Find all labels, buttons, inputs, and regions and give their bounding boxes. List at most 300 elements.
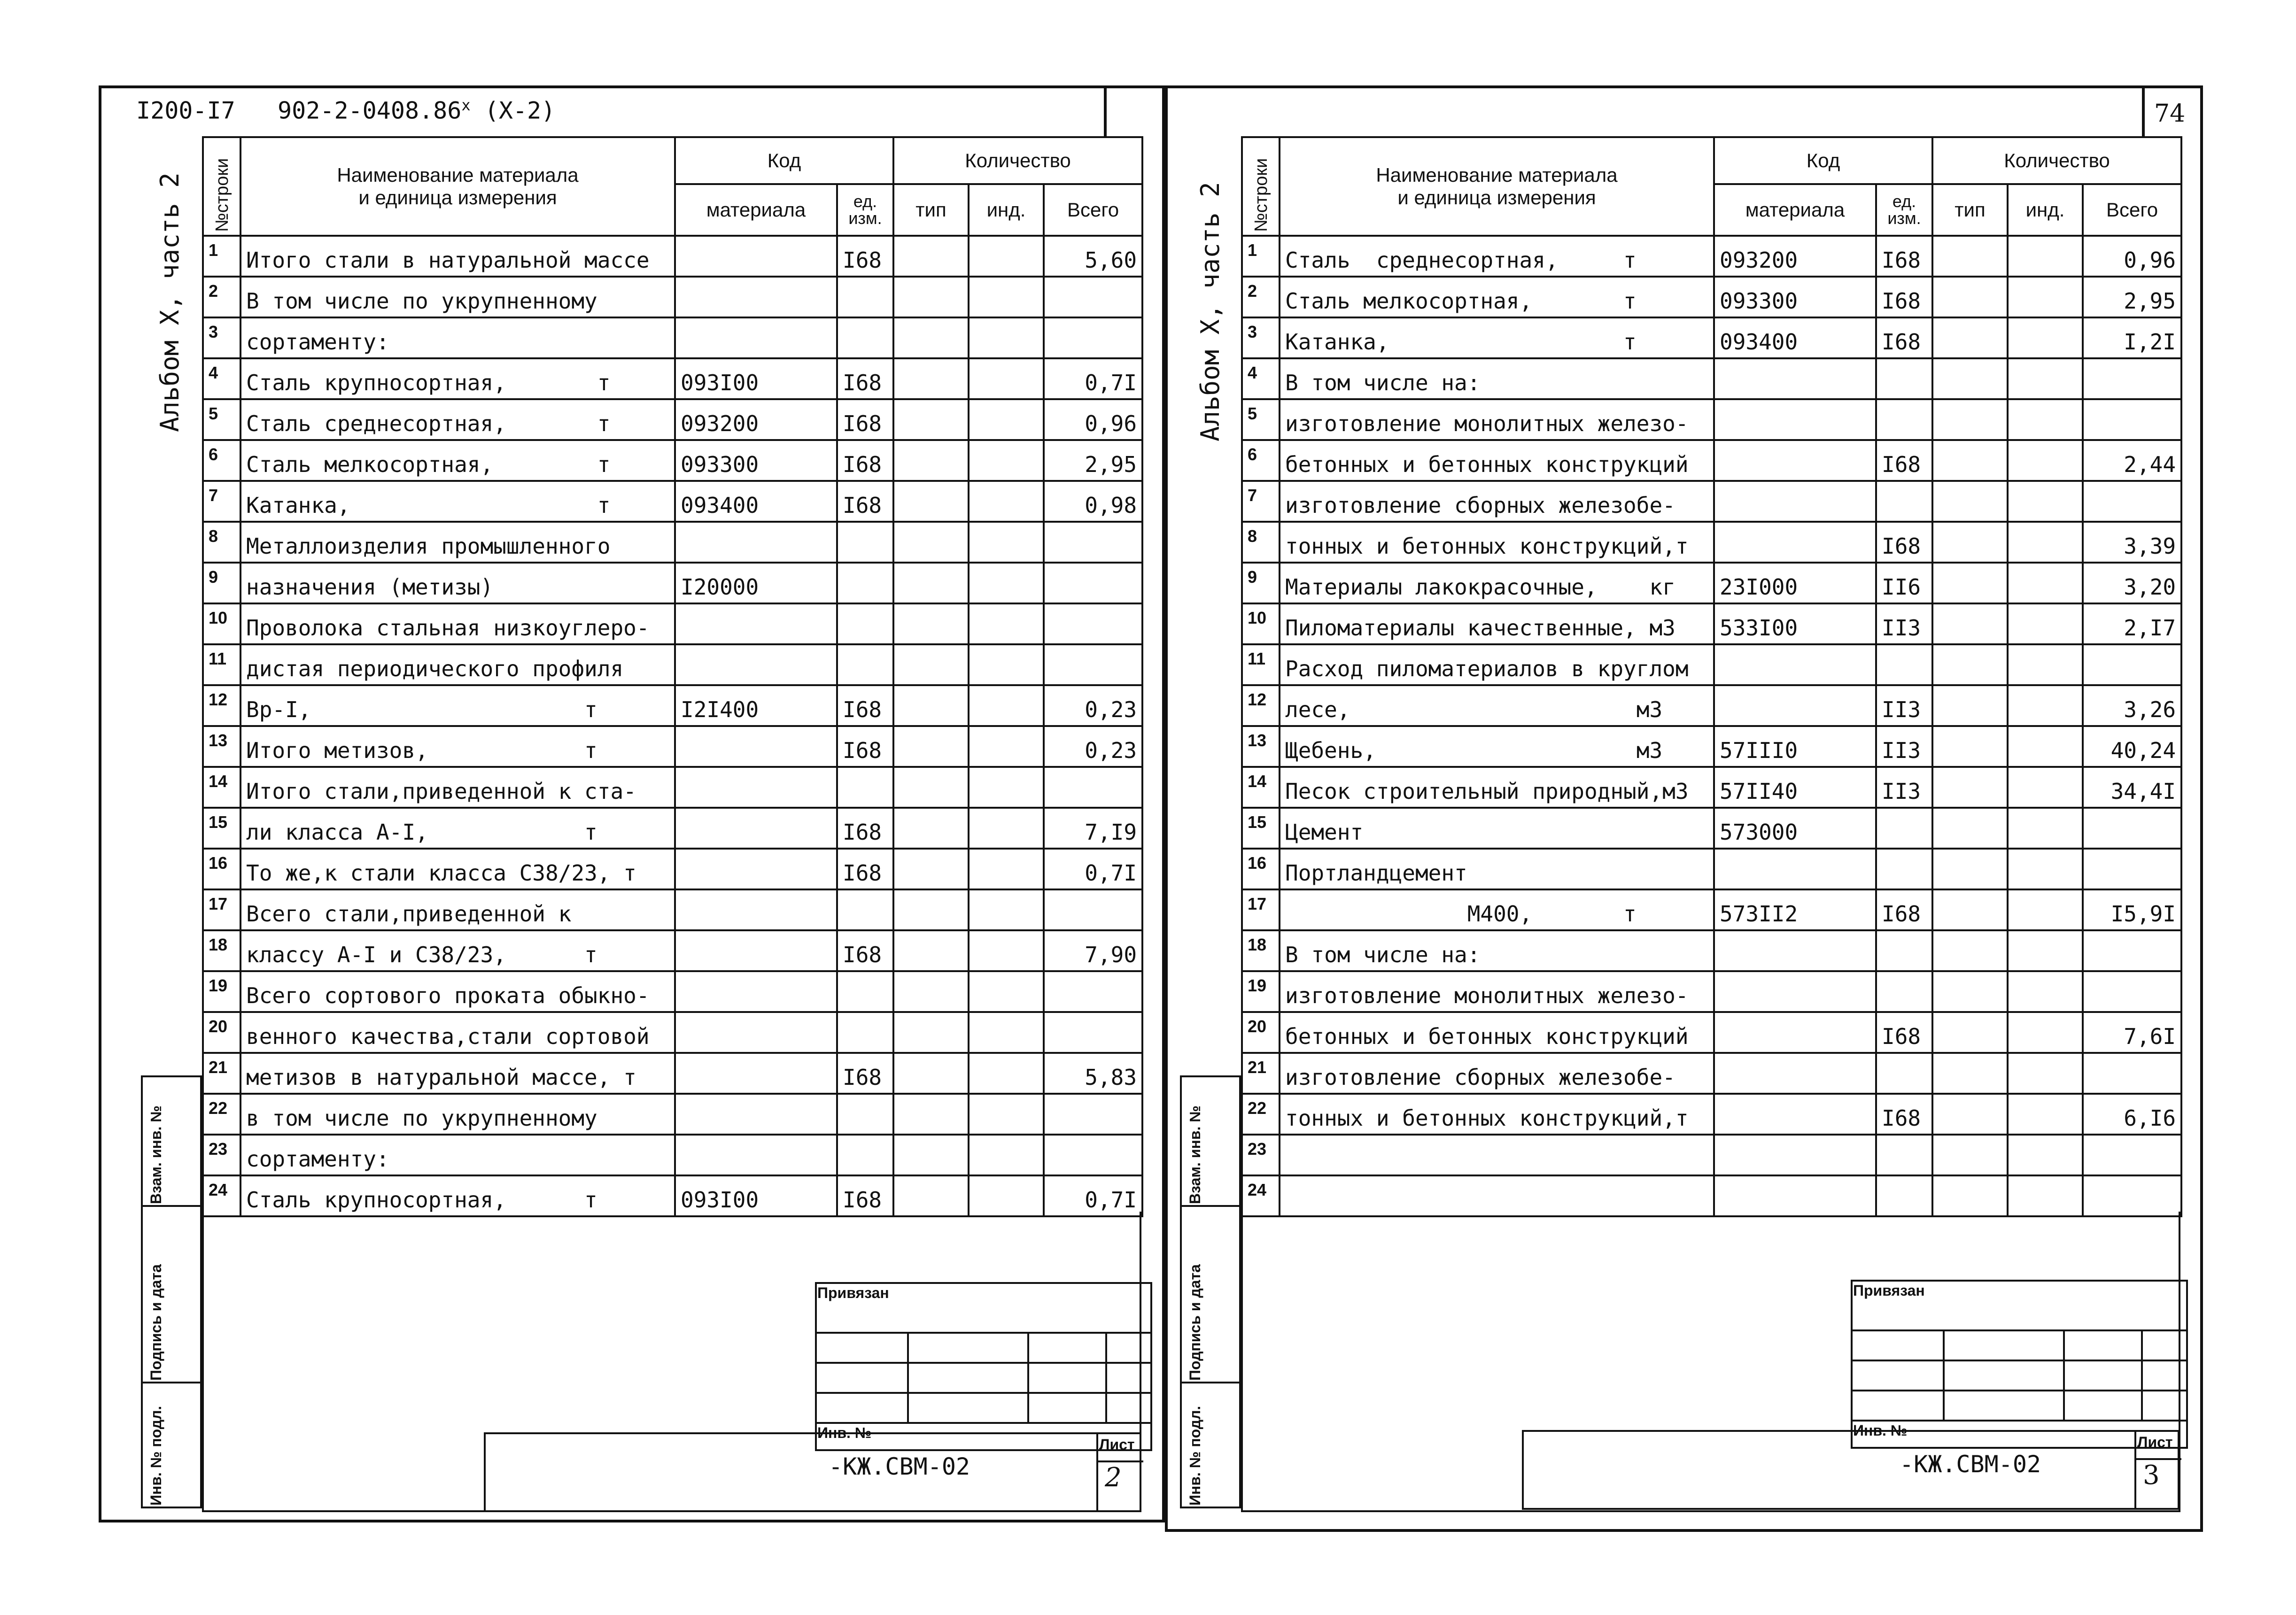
qty-type: [1932, 726, 2008, 767]
r-col-quantity: Количество: [1932, 137, 2181, 184]
row-number: 15: [1242, 808, 1280, 849]
unit-code: [1876, 1135, 1932, 1175]
unit-code: [1876, 644, 1932, 685]
row-number: 6: [203, 440, 240, 481]
qty-type: [1932, 685, 2008, 726]
material-name: [1280, 1135, 1714, 1175]
material-code: [675, 971, 837, 1012]
row-number: 8: [203, 522, 240, 563]
qty-type: [1932, 236, 2008, 277]
unit-code: II3: [1876, 603, 1932, 644]
qty-total: I,2I: [2083, 317, 2181, 358]
r-col-row-no-label: №строки: [1251, 158, 1271, 232]
material-code: [1714, 1094, 1876, 1135]
left-list-box: [1096, 1434, 1143, 1510]
qty-type: [893, 971, 969, 1012]
qty-type: [893, 277, 969, 317]
qty-ind: [969, 563, 1044, 603]
col-row-no: [203, 137, 240, 236]
qty-total: 3,20: [2083, 563, 2181, 603]
table-row: [203, 1094, 1142, 1135]
qty-total: I5,9I: [2083, 889, 2181, 930]
qty-ind: [2008, 685, 2083, 726]
unit-code: [837, 644, 893, 685]
left-header: [136, 96, 555, 124]
qty-ind: [969, 603, 1044, 644]
table-row: [203, 930, 1142, 971]
row-number: 22: [1242, 1094, 1280, 1135]
unit-code: I68: [837, 1175, 893, 1216]
table-row: [1242, 930, 2181, 971]
qty-total: 2,95: [2083, 277, 2181, 317]
table-row: [203, 603, 1142, 644]
table-row: [203, 1053, 1142, 1094]
qty-total: 0,23: [1044, 726, 1142, 767]
material-name: назначения (метизы): [240, 563, 675, 603]
right-inv-label: Инв. № подл.: [1187, 1406, 1203, 1506]
qty-type: [893, 849, 969, 889]
table-row: [1242, 563, 2181, 603]
material-name: Всего стали,приведенной к: [240, 889, 675, 930]
material-name: Материалы лакокрасочные, кг: [1280, 563, 1714, 603]
table-row: [203, 563, 1142, 603]
qty-ind: [2008, 1135, 2083, 1175]
row-number: 10: [203, 603, 240, 644]
material-name: В том числе на:: [1280, 930, 1714, 971]
material-code: 093400: [1714, 317, 1876, 358]
qty-ind: [2008, 1094, 2083, 1135]
qty-type: [1932, 603, 2008, 644]
table-row: [203, 889, 1142, 930]
qty-ind: [969, 889, 1044, 930]
material-code: [1714, 930, 1876, 971]
right-list-label: Лист: [2136, 1432, 2181, 1460]
r-col-name-line2: и единица измерения: [1397, 186, 1596, 209]
unit-code: I68: [837, 726, 893, 767]
qty-total: [1044, 522, 1142, 563]
qty-type: [893, 481, 969, 522]
qty-type: [893, 808, 969, 849]
qty-ind: [2008, 522, 2083, 563]
material-code: [675, 1135, 837, 1175]
table-row: [1242, 603, 2181, 644]
qty-type: [893, 1175, 969, 1216]
row-number: 13: [1242, 726, 1280, 767]
qty-ind: [969, 930, 1044, 971]
qty-type: [1932, 481, 2008, 522]
right-podpis-label: Подпись и дата: [1187, 1264, 1203, 1381]
material-name: Цемент: [1280, 808, 1714, 849]
qty-total: 3,39: [2083, 522, 2181, 563]
qty-type: [1932, 399, 2008, 440]
row-number: 2: [1242, 277, 1280, 317]
qty-type: [1932, 563, 2008, 603]
table-row: [1242, 317, 2181, 358]
left-sheet-no: 2: [1105, 1462, 1122, 1493]
col-name-line1: Наименование материала: [337, 164, 579, 186]
unit-code: [837, 889, 893, 930]
row-number: 17: [203, 889, 240, 930]
material-code: [1714, 522, 1876, 563]
row-number: 24: [1242, 1175, 1280, 1216]
right-stamp-privyazan: [1851, 1280, 2188, 1449]
qty-total: [2083, 808, 2181, 849]
qty-total: [1044, 644, 1142, 685]
qty-type: [1932, 1135, 2008, 1175]
material-name: Расход пиломатериалов в круглом: [1280, 644, 1714, 685]
material-code: 093400: [675, 481, 837, 522]
row-number: 4: [203, 358, 240, 399]
material-name: тонных и бетонных конструкций,т: [1280, 522, 1714, 563]
qty-total: [2083, 644, 2181, 685]
table-row: [1242, 726, 2181, 767]
table-row: [1242, 440, 2181, 481]
row-number: 21: [1242, 1053, 1280, 1094]
row-number: 14: [1242, 767, 1280, 808]
table-row: [203, 644, 1142, 685]
table-row: [1242, 1094, 2181, 1135]
qty-ind: [2008, 603, 2083, 644]
qty-type: [1932, 317, 2008, 358]
material-name: Всего сортового проката обыкно-: [240, 971, 675, 1012]
row-number: 12: [203, 685, 240, 726]
unit-code: [1876, 808, 1932, 849]
material-code: [1714, 971, 1876, 1012]
qty-ind: [2008, 358, 2083, 399]
qty-total: [1044, 563, 1142, 603]
row-number: 3: [1242, 317, 1280, 358]
qty-type: [1932, 1175, 2008, 1216]
qty-total: [2083, 1135, 2181, 1175]
qty-total: [2083, 481, 2181, 522]
material-name: изготовление монолитных железо-: [1280, 971, 1714, 1012]
unit-code: I68: [837, 236, 893, 277]
qty-total: 0,96: [1044, 399, 1142, 440]
qty-ind: [969, 685, 1044, 726]
material-code: [675, 849, 837, 889]
unit-code: I68: [1876, 522, 1932, 563]
table-row: [203, 685, 1142, 726]
material-code: [1714, 1012, 1876, 1053]
table-row: [1242, 522, 2181, 563]
unit-code: I68: [837, 808, 893, 849]
qty-type: [893, 889, 969, 930]
qty-type: [893, 644, 969, 685]
material-code: 093300: [1714, 277, 1876, 317]
qty-total: 0,7I: [1044, 849, 1142, 889]
qty-ind: [969, 1175, 1044, 1216]
material-name: Сталь крупносортная, т: [240, 1175, 675, 1216]
qty-ind: [2008, 317, 2083, 358]
right-title-block: [1522, 1430, 2180, 1510]
unit-code: I68: [1876, 889, 1932, 930]
row-number: 1: [203, 236, 240, 277]
unit-code: I68: [837, 685, 893, 726]
table-row: [203, 1175, 1142, 1216]
material-code: 093200: [1714, 236, 1876, 277]
qty-ind: [2008, 889, 2083, 930]
row-number: 19: [1242, 971, 1280, 1012]
col-code: Код: [675, 137, 893, 184]
row-number: 20: [1242, 1012, 1280, 1053]
material-code: 093200: [675, 399, 837, 440]
qty-total: 34,4I: [2083, 767, 2181, 808]
row-number: 13: [203, 726, 240, 767]
qty-ind: [969, 1094, 1044, 1135]
table-row: [1242, 808, 2181, 849]
material-name: Вр-I, т: [240, 685, 675, 726]
col-name-line2: и единица измерения: [358, 186, 557, 209]
qty-ind: [969, 317, 1044, 358]
right-privyazan-label: Привязан: [1853, 1282, 1925, 1299]
left-stamp-privyazan: [815, 1282, 1152, 1451]
qty-type: [1932, 1053, 2008, 1094]
qty-total: 0,7I: [1044, 1175, 1142, 1216]
qty-ind: [969, 1135, 1044, 1175]
unit-code: [837, 971, 893, 1012]
unit-code: [1876, 481, 1932, 522]
table-row: [203, 399, 1142, 440]
unit-code: I68: [1876, 277, 1932, 317]
qty-ind: [2008, 767, 2083, 808]
material-code: 23I000: [1714, 563, 1876, 603]
unit-code: [837, 1094, 893, 1135]
r-col-qty-total: Всего: [2083, 184, 2181, 236]
table-row: [1242, 399, 2181, 440]
qty-type: [1932, 522, 2008, 563]
qty-ind: [969, 1053, 1044, 1094]
qty-total: 2,44: [2083, 440, 2181, 481]
material-code: [675, 889, 837, 930]
right-doc-code: -КЖ.СВМ-02: [1900, 1451, 2041, 1478]
qty-total: 6,I6: [2083, 1094, 2181, 1135]
qty-ind: [2008, 563, 2083, 603]
left-header-sup: x: [461, 96, 471, 114]
row-number: 18: [1242, 930, 1280, 971]
row-number: 12: [1242, 685, 1280, 726]
qty-type: [1932, 1094, 2008, 1135]
material-code: 533I00: [1714, 603, 1876, 644]
material-name: Проволока стальная низкоуглеро-: [240, 603, 675, 644]
left-album-label: Альбом X, часть 2: [155, 172, 185, 432]
qty-ind: [2008, 930, 2083, 971]
qty-type: [1932, 1012, 2008, 1053]
left-header-suffix: (X-2): [484, 97, 556, 124]
row-number: 6: [1242, 440, 1280, 481]
material-name: изготовление монолитных железо-: [1280, 399, 1714, 440]
material-name: То же,к стали класса С38/23, т: [240, 849, 675, 889]
row-number: 16: [203, 849, 240, 889]
table-row: [203, 726, 1142, 767]
qty-ind: [2008, 440, 2083, 481]
unit-code: I68: [837, 849, 893, 889]
material-name: Щебень, м3: [1280, 726, 1714, 767]
unit-code: I68: [1876, 440, 1932, 481]
row-number: 23: [1242, 1135, 1280, 1175]
qty-ind: [2008, 1053, 2083, 1094]
qty-type: [1932, 808, 2008, 849]
material-code: [675, 236, 837, 277]
qty-total: 0,23: [1044, 685, 1142, 726]
qty-total: 7,I9: [1044, 808, 1142, 849]
table-row: [203, 317, 1142, 358]
unit-code: II6: [1876, 563, 1932, 603]
table-row: [1242, 1175, 2181, 1216]
qty-total: 0,98: [1044, 481, 1142, 522]
material-code: [1714, 644, 1876, 685]
qty-type: [893, 1135, 969, 1175]
material-name: тонных и бетонных конструкций,т: [1280, 1094, 1714, 1135]
col-qty-ind: инд.: [969, 184, 1044, 236]
qty-type: [893, 399, 969, 440]
material-name: дистая периодического профиля: [240, 644, 675, 685]
material-code: [675, 808, 837, 849]
qty-type: [893, 1094, 969, 1135]
r-col-row-no: [1242, 137, 1280, 236]
material-name: Итого стали в натуральной массе: [240, 236, 675, 277]
material-code: [675, 726, 837, 767]
row-number: 23: [203, 1135, 240, 1175]
qty-total: 2,95: [1044, 440, 1142, 481]
qty-ind: [2008, 277, 2083, 317]
material-name: Портландцемент: [1280, 849, 1714, 889]
table-row: [1242, 889, 2181, 930]
row-number: 5: [203, 399, 240, 440]
left-vzam-label: Взам. инв. №: [147, 1105, 164, 1204]
qty-total: [1044, 889, 1142, 930]
unit-code: [837, 277, 893, 317]
row-number: 2: [203, 277, 240, 317]
row-number: 16: [1242, 849, 1280, 889]
material-name: ли класса А-I, т: [240, 808, 675, 849]
unit-code: I68: [837, 358, 893, 399]
right-vzam-label: Взам. инв. №: [1187, 1105, 1203, 1204]
material-name: венного качества,стали сортовой: [240, 1012, 675, 1053]
material-name: лесе, м3: [1280, 685, 1714, 726]
table-row: [203, 277, 1142, 317]
qty-total: [2083, 1175, 2181, 1216]
qty-total: [1044, 1012, 1142, 1053]
table-row: [1242, 277, 2181, 317]
row-number: 17: [1242, 889, 1280, 930]
material-code: [675, 767, 837, 808]
material-name: Итого метизов, т: [240, 726, 675, 767]
material-code: [675, 603, 837, 644]
table-row: [1242, 481, 2181, 522]
table-row: [1242, 1135, 2181, 1175]
row-number: 5: [1242, 399, 1280, 440]
r-col-qty-type: тип: [1932, 184, 2008, 236]
qty-type: [1932, 971, 2008, 1012]
qty-total: [1044, 1135, 1142, 1175]
row-number: 4: [1242, 358, 1280, 399]
material-name: Сталь среднесортная, т: [240, 399, 675, 440]
material-code: I2I400: [675, 685, 837, 726]
unit-code: [1876, 930, 1932, 971]
table-row: [203, 236, 1142, 277]
unit-code: II3: [1876, 726, 1932, 767]
qty-type: [893, 317, 969, 358]
unit-code: [1876, 1053, 1932, 1094]
row-number: 18: [203, 930, 240, 971]
qty-total: [2083, 849, 2181, 889]
unit-code: [837, 767, 893, 808]
qty-total: [2083, 971, 2181, 1012]
row-number: 15: [203, 808, 240, 849]
qty-ind: [2008, 726, 2083, 767]
unit-code: [837, 522, 893, 563]
material-code: [1714, 481, 1876, 522]
row-number: 7: [203, 481, 240, 522]
left-side-vzam: [141, 1075, 202, 1207]
material-name: Песок строительный природный,м3: [1280, 767, 1714, 808]
left-header-code: I200-I7: [136, 97, 235, 124]
col-name: [240, 137, 675, 236]
table-row: [203, 440, 1142, 481]
material-name: Сталь крупносортная, т: [240, 358, 675, 399]
qty-ind: [969, 522, 1044, 563]
qty-total: 0,96: [2083, 236, 2181, 277]
unit-code: [837, 563, 893, 603]
right-list-box: [2134, 1432, 2181, 1508]
qty-ind: [969, 1012, 1044, 1053]
unit-code: [837, 1012, 893, 1053]
qty-total: [1044, 1094, 1142, 1135]
col-quantity: Количество: [893, 137, 1142, 184]
row-number: 8: [1242, 522, 1280, 563]
table-row: [1242, 644, 2181, 685]
material-name: В том числе по укрупненному: [240, 277, 675, 317]
material-code: [675, 1053, 837, 1094]
qty-type: [1932, 644, 2008, 685]
qty-total: 7,6I: [2083, 1012, 2181, 1053]
qty-total: [1044, 603, 1142, 644]
table-row: [203, 522, 1142, 563]
row-number: 1: [1242, 236, 1280, 277]
material-code: 57II40: [1714, 767, 1876, 808]
unit-code: I68: [1876, 1012, 1932, 1053]
material-code: [675, 317, 837, 358]
qty-ind: [969, 481, 1044, 522]
qty-total: 7,90: [1044, 930, 1142, 971]
left-header-divider: [1104, 85, 1107, 137]
qty-total: [2083, 1053, 2181, 1094]
unit-code: [1876, 849, 1932, 889]
unit-code: I68: [837, 399, 893, 440]
table-row: [203, 849, 1142, 889]
col-row-no-label: №строки: [212, 158, 232, 232]
qty-total: 0,7I: [1044, 358, 1142, 399]
right-table: [1241, 136, 2182, 1217]
table-row: [203, 1012, 1142, 1053]
qty-type: [893, 930, 969, 971]
material-name: бетонных и бетонных конструкций: [1280, 440, 1714, 481]
material-name: в том числе по укрупненному: [240, 1094, 675, 1135]
col-code-material: материала: [675, 184, 837, 236]
qty-total: [2083, 930, 2181, 971]
qty-type: [893, 767, 969, 808]
row-number: 11: [1242, 644, 1280, 685]
material-code: 573000: [1714, 808, 1876, 849]
qty-type: [1932, 358, 2008, 399]
qty-total: 5,60: [1044, 236, 1142, 277]
table-row: [203, 808, 1142, 849]
qty-total: [1044, 317, 1142, 358]
qty-ind: [969, 767, 1044, 808]
qty-ind: [2008, 1012, 2083, 1053]
material-code: [1714, 358, 1876, 399]
qty-ind: [2008, 481, 2083, 522]
